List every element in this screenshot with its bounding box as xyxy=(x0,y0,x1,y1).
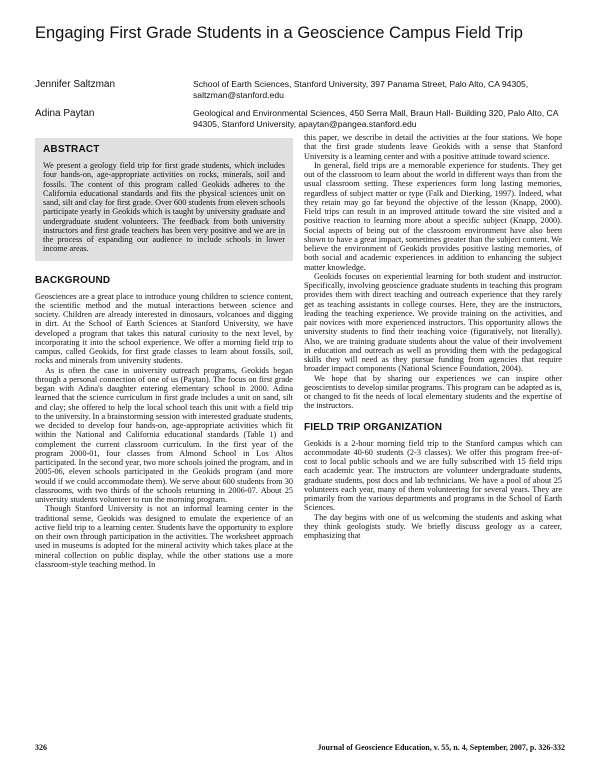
body-paragraph: We hope that by sharing our experiences we can inspire other geoscientists to develop similar programs. This program can be adapted as is, or changed to fit the needs of local elementary students and the expertise of the instructors. xyxy=(304,373,562,411)
author-affiliation: Geological and Environmental Sciences, 450 Serra Mall, Braun Hall- Building 320, Palo Alto, CA 94305, Stanford University, apaytan@pangea.stanford.edu xyxy=(193,108,558,129)
right-column xyxy=(304,133,562,540)
abstract-text: We present a geology field trip for first grade students, which includes four hands-on, age-appropriate activities on rocks, minerals, soil and fossils. The content of this program called Geokids adheres to the California educational standards and fits the physical sciences unit on sand, silt and clay for first grade. Over 600 students from eleven schools participate yearly in Geokids which is taught by university graduate and undergraduate student volunteers. The feedback from both university instructors and first grade teachers has been very positive and we are in the process of expanding our audience to include schools in lower income areas. xyxy=(43,161,285,254)
body-paragraph: Geokids focuses on experiential learning for both student and instructor. Specifically, involving geoscience graduate students in teaching this program provides them with direct teaching and outreach experience that they rarely get as teaching assistants in college courses. Here, they are the instructors, leading the teaching experience. We provide training on the activities, and pair novices with more experienced instructors. This opportunity allows the university students to find their teaching voice (figuratively, not literally). Also, we are training graduate students about the value of their involvement in education and outreach as well as providing them with the pedagogical skills they will need as they pursue funding from agencies that require broader impact components (National Science Foundation, 2004). xyxy=(304,271,562,374)
page-footer xyxy=(35,743,565,753)
author-name: Jennifer Saltzman xyxy=(35,79,116,90)
abstract-heading: ABSTRACT xyxy=(43,144,100,155)
page-number: 326 xyxy=(35,743,47,752)
left-column xyxy=(35,138,293,569)
body-paragraph: Though Stanford University is not an informal learning center in the traditional sense, Geokids was designed to emulate the experience of an active field trip to a learning center. Students have the opportunity to explore on their own through participation in the activities. The worksheet approach used in museums is adopted for the mineral activity which takes place at the mineral collection on public display, while the other stations use a more classroom-style teaching method. In xyxy=(35,504,293,569)
author-row xyxy=(35,108,565,129)
background-heading: BACKGROUND xyxy=(35,274,111,286)
author-row xyxy=(35,79,565,100)
paper-title: Engaging First Grade Students in a Geoscience Campus Field Trip xyxy=(35,24,523,42)
body-paragraph: Geokids is a 2-hour morning field trip to the Stanford campus which can accommodate 40-60 students (2-3 classes). We offer this program free-of-cost to local public schools and we are fully subscribed with 15 field trips each academic year. The instructors are volunteer undergraduate students, graduate students, post docs and lab technicians. We have a pool of about 25 volunteers each year, many of them volunteering for several years. They are primarily from the various departments and programs in the School of Earth Sciences. xyxy=(304,438,562,513)
journal-citation: Journal of Geoscience Education, v. 55, n. 4, September, 2007, p. 326-332 xyxy=(317,743,565,752)
author-block xyxy=(35,79,565,137)
author-name: Adina Paytan xyxy=(35,108,95,119)
body-paragraph: Geosciences are a great place to introduce young children to science content, the scientific method and the mutual interactions between science and society. Children are already interested in dinosaurs, volcanoes and digging in dirt. At the School of Earth Sciences at Stanford University, we have developed a program that takes this natural curiosity to the next level, by incorporating it into the school experience. We offer a morning field trip to campus, called Geokids, for first grade classes to learn about fossils, soil, rocks and minerals from university students. xyxy=(35,291,293,366)
field-trip-heading: FIELD TRIP ORGANIZATION xyxy=(304,421,443,433)
body-paragraph: this paper, we describe in detail the activities at the four stations. We hope that the first grade students leave Geokids with a sense that Stanford University is a learning center and with a positive attitude toward science. xyxy=(304,133,562,161)
body-paragraph: As is often the case in university outreach programs, Geokids began through a personal connection of one of us (Paytan). The focus on first grade began with Adina's daughter entering elementary school in 2000. Adina learned that the science curriculum in first grade includes a unit on sand, silt and clay; she offered to help the local school teach this unit with a field trip to the university. In a brainstorming session with interested graduate students, we decided to develop four hands-on, age-appropriate activities which fit within the National and California educational standards (Table 1) and complement the current classroom curriculum. In the first year of the program 2000-01, four classes from Almond School in Los Altos participated. In the second year, two more schools joined the program, and in 2005-06, eleven schools participated in the Geokids program (and more would if we could accommodate them). We serve about 600 students from 30 classrooms, with two thirds of the schools returning in 2006-07. About 25 university students volunteer to run the morning program. xyxy=(35,365,293,504)
body-paragraph: The day begins with one of us welcoming the students and asking what they think geologists study. We briefly discuss geology as a career, emphasizing that xyxy=(304,512,562,540)
abstract-box xyxy=(35,138,293,261)
author-affiliation: School of Earth Sciences, Stanford University, 397 Panama Street, Palo Alto, CA 94305, saltzman@stanford.edu xyxy=(193,79,529,100)
body-paragraph: In general, field trips are a memorable experience for students. They get out of the classroom to learn about the world in different ways than from the usual classroom setting. These experiences form long lasting memories, regardless of subject matter or type (Falk and Dierking, 1997). Indeed, what they retain may go far beyond the objective of the lesson (Knapp, 2000). Field trips can result in an improved attitude toward the site visited and a positive reaction to learning more about a specific subject (Knapp, 2000). Social aspects of being out of the classroom environment have also been shown to have a great impact, sometimes greater than the subject content. We believe the environment of Geokids provides positive lasting memories, of both social and academic experiences in addition to enhancing the subject matter knowledge. xyxy=(304,160,562,272)
